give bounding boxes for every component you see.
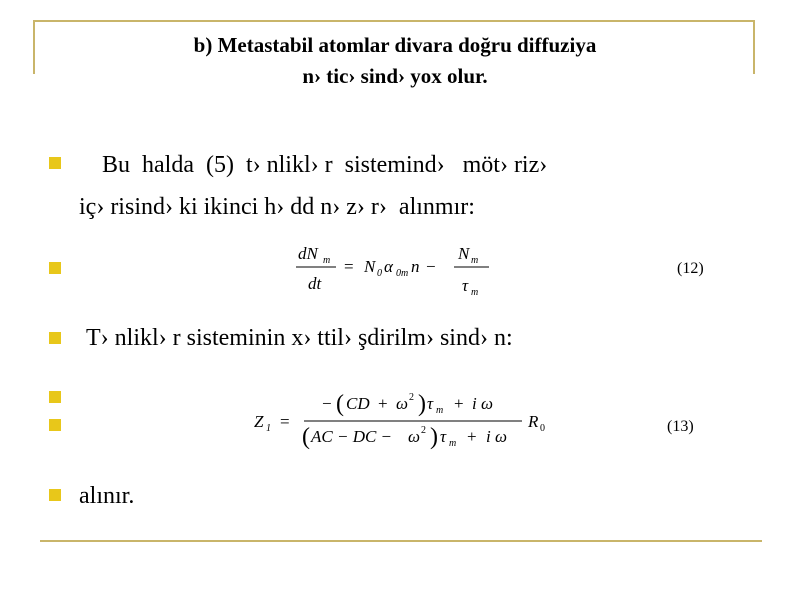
eq13-den-tau: τ: [440, 427, 447, 446]
bullet-marker-1: [49, 157, 61, 169]
bullet-marker-5: [49, 419, 61, 431]
eq12-alpha-sub: 0m: [396, 268, 409, 279]
equation-12-number: (12): [677, 260, 704, 277]
eq12-lhs-num-sub: m: [323, 255, 331, 266]
eq13-num-omega-sup: 2: [409, 392, 414, 403]
eq13-den-paren-close: ): [430, 424, 438, 450]
bullet-1-line2: iç› risind› ki ikinci h› dd n› z› r› alınmır:: [79, 194, 475, 220]
slide-title-line1: b) Metastabil atomlar divara doğru diffuziya: [193, 33, 597, 57]
eq13-den-tau-sub: m: [449, 438, 457, 449]
eq13-num-minus: −: [322, 394, 332, 413]
eq13-r-sub: 0: [540, 423, 545, 434]
eq12-rhs-fraction: [454, 244, 489, 298]
eq13-den-plus: +: [467, 427, 477, 446]
eq13-equals: =: [280, 412, 290, 431]
eq12-lhs-den: dt: [308, 274, 322, 293]
eq12-n: n: [411, 257, 420, 276]
eq12-equals: =: [344, 257, 354, 276]
frame-left-line: [33, 20, 35, 74]
frame-bottom-line: [40, 540, 762, 542]
bullet-marker-3: [49, 332, 61, 344]
bullet-1-line1: Bu halda (5) t› nlikl› r sistemind› möt› riz›: [102, 152, 548, 178]
eq13-num-omega: ω: [396, 394, 409, 413]
eq13-den-iomega: i ω: [486, 427, 507, 446]
bullet-marker-4: [49, 391, 61, 403]
bullet-6-text: alınır.: [79, 483, 135, 509]
eq13-num-plus2: +: [454, 394, 464, 413]
eq13-den-omega-sup: 2: [421, 425, 426, 436]
eq13-num-tau-sub: m: [436, 405, 444, 416]
slide-title: [40, 30, 750, 92]
eq13-num-paren-close: ): [418, 391, 426, 417]
eq12-alpha: α: [384, 257, 393, 276]
eq12-lhs-num: dN: [298, 244, 318, 263]
frame-right-line: [753, 20, 755, 74]
eq12-rhs-den-sub: m: [471, 287, 479, 298]
eq12-rhs-num-sub: m: [471, 255, 479, 266]
eq13-den-expr: AC − DC −: [311, 427, 393, 446]
eq13-num-iomega: i ω: [472, 394, 493, 413]
eq12-n0-sub: 0: [377, 268, 382, 279]
eq13-den-paren-open: (: [302, 424, 310, 450]
eq12-lhs-fraction: [296, 244, 336, 293]
eq13-num-cd: CD: [346, 394, 370, 413]
eq12-rhs-num: N: [458, 244, 470, 263]
bullet-marker-2: [49, 262, 61, 274]
eq13-denominator: [302, 424, 507, 450]
eq13-num-paren-open: (: [336, 391, 344, 417]
slide-title-line2: n› tic› sind› yox olur.: [302, 64, 488, 88]
eq12-minus: −: [426, 257, 436, 276]
eq12-rhs-den: τ: [462, 276, 469, 295]
eq13-z: Z: [254, 412, 264, 431]
equation-13-number: (13): [667, 418, 694, 435]
eq13-r: R: [528, 412, 539, 431]
eq13-den-omega: ω: [408, 427, 421, 446]
equation-12: [290, 238, 500, 302]
eq13-num-tau: τ: [427, 394, 434, 413]
frame-top-line: [33, 20, 755, 22]
eq12-n0: N: [364, 257, 376, 276]
eq13-num-plus: +: [378, 394, 388, 413]
equation-13: [250, 384, 560, 454]
bullet-marker-6: [49, 489, 61, 501]
eq13-numerator: [322, 391, 493, 417]
eq13-z-sub: 1: [266, 423, 271, 434]
bullet-3-text: T› nlikl› r sisteminin x› ttil› şdirilm› sind› n:: [86, 325, 513, 351]
